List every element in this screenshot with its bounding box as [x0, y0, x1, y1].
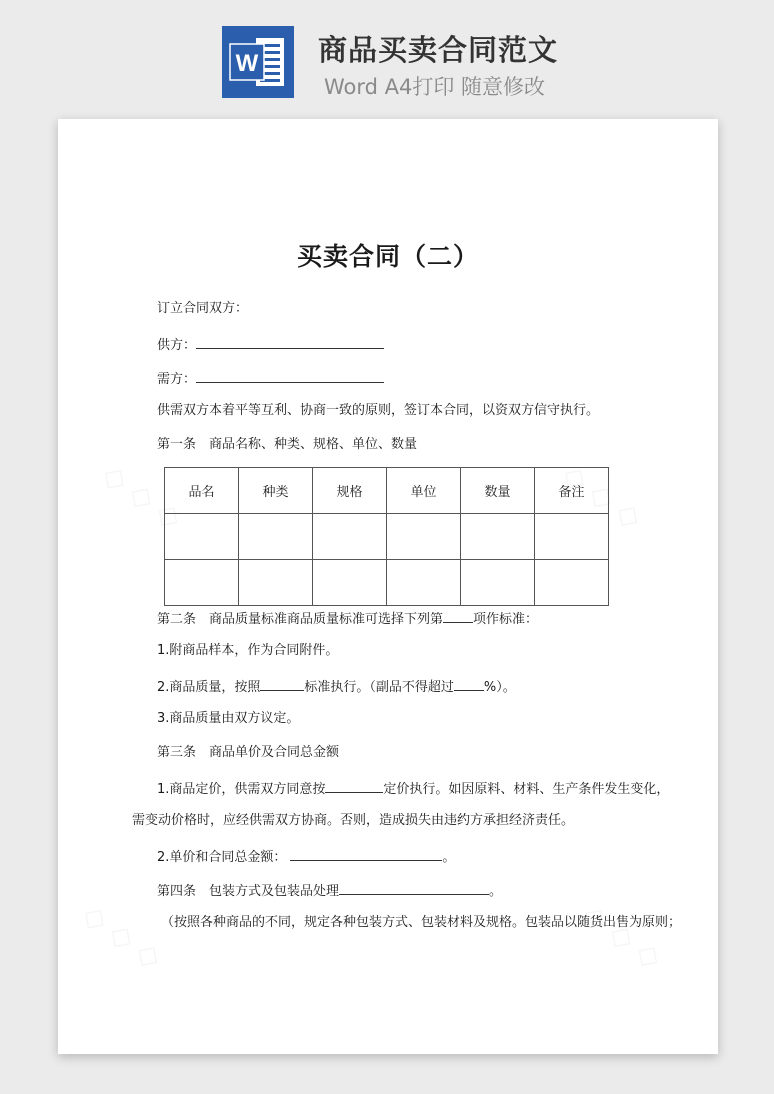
pricing-blank[interactable] [325, 779, 383, 793]
article-3-heading: 第三条 商品单价及合同总金额 [157, 745, 340, 760]
table-cell[interactable] [165, 514, 239, 560]
goods-table [164, 467, 609, 606]
item-3-2-text-a: 2.单价和合同总金额： [157, 850, 287, 865]
supplier-line [157, 335, 384, 354]
table-header-cell: 数量 [461, 468, 535, 514]
packaging-blank[interactable] [339, 881, 489, 895]
table-cell[interactable] [387, 514, 461, 560]
article-2-blank[interactable] [443, 609, 473, 623]
buyer-label: 需方： [157, 372, 197, 387]
table-header-row [165, 468, 609, 514]
item-3-1-continued: 需变动价格时，应经供需双方协商。否则，造成损失由违约方承担经济责任。 [132, 813, 575, 828]
article-2-text-b: 项作标准： [473, 612, 539, 627]
item-2-1: 1.附商品样本，作为合同附件。 [157, 643, 339, 658]
item-3-1-text-a: 1.商品定价，供需双方同意按 [157, 782, 326, 797]
header-banner [0, 0, 774, 118]
item-3-1-text-b: 定价执行。如因原料、材料、生产条件发生变化， [383, 782, 670, 797]
table-cell[interactable] [239, 514, 313, 560]
total-amount-blank[interactable] [290, 847, 442, 861]
intro-line: 订立合同双方： [157, 301, 249, 316]
table-cell[interactable] [535, 560, 609, 606]
watermark [576, 897, 668, 976]
item-3-1-line [157, 779, 669, 798]
table-header-cell: 单位 [387, 468, 461, 514]
document-title: 买卖合同（二） [296, 242, 479, 271]
table-header-cell: 品名 [165, 468, 239, 514]
item-2-2-text-b: 标准执行。（副品不得超过 [304, 680, 454, 695]
buyer-line [157, 369, 384, 388]
table-cell[interactable] [313, 514, 387, 560]
item-2-2-text-a: 2.商品质量，按照 [157, 680, 261, 695]
article-4-line [157, 881, 502, 900]
word-doc-icon [222, 26, 294, 98]
table-cell[interactable] [461, 560, 535, 606]
table-cell[interactable] [387, 560, 461, 606]
percent-blank[interactable] [454, 677, 484, 691]
standard-blank[interactable] [260, 677, 304, 691]
table-header-cell: 备注 [535, 468, 609, 514]
word-logo-letter: W [235, 50, 259, 77]
table-cell[interactable] [165, 560, 239, 606]
article-4-text-a: 第四条 包装方式及包装品处理 [157, 884, 340, 899]
article-4-text-b: 。 [489, 884, 503, 899]
item-2-2-line [157, 677, 516, 696]
watermark [76, 897, 168, 976]
table-row [165, 514, 609, 560]
table-cell[interactable] [239, 560, 313, 606]
item-3-2-line [157, 847, 455, 866]
item-2-3: 3.商品质量由双方议定。 [157, 711, 300, 726]
document-page [58, 119, 718, 1054]
article-2-text-a: 第二条 商品质量标准商品质量标准可选择下列第 [157, 612, 444, 627]
table-header-cell: 种类 [239, 468, 313, 514]
buyer-blank[interactable] [196, 369, 384, 383]
supplier-label: 供方： [157, 338, 197, 353]
table-row [165, 560, 609, 606]
principle-line: 供需双方本着平等互利、协商一致的原则，签订本合同，以资双方信守执行。 [157, 403, 600, 418]
item-3-2-text-b: 。 [442, 850, 456, 865]
supplier-blank[interactable] [196, 335, 384, 349]
article-4-note: （按照各种商品的不同，规定各种包装方式、包装材料及规格。包装品以随货出售为原则； [161, 915, 682, 930]
banner-title: 商品买卖合同范文 [318, 33, 559, 67]
article-2-line [157, 609, 538, 628]
table-header-cell: 规格 [313, 468, 387, 514]
banner-subtitle: Word A4打印 随意修改 [324, 75, 546, 99]
table-cell[interactable] [535, 514, 609, 560]
item-2-2-text-c: %）。 [483, 680, 516, 695]
article-1-heading: 第一条 商品名称、种类、规格、单位、数量 [157, 437, 418, 452]
table-cell[interactable] [313, 560, 387, 606]
table-cell[interactable] [461, 514, 535, 560]
